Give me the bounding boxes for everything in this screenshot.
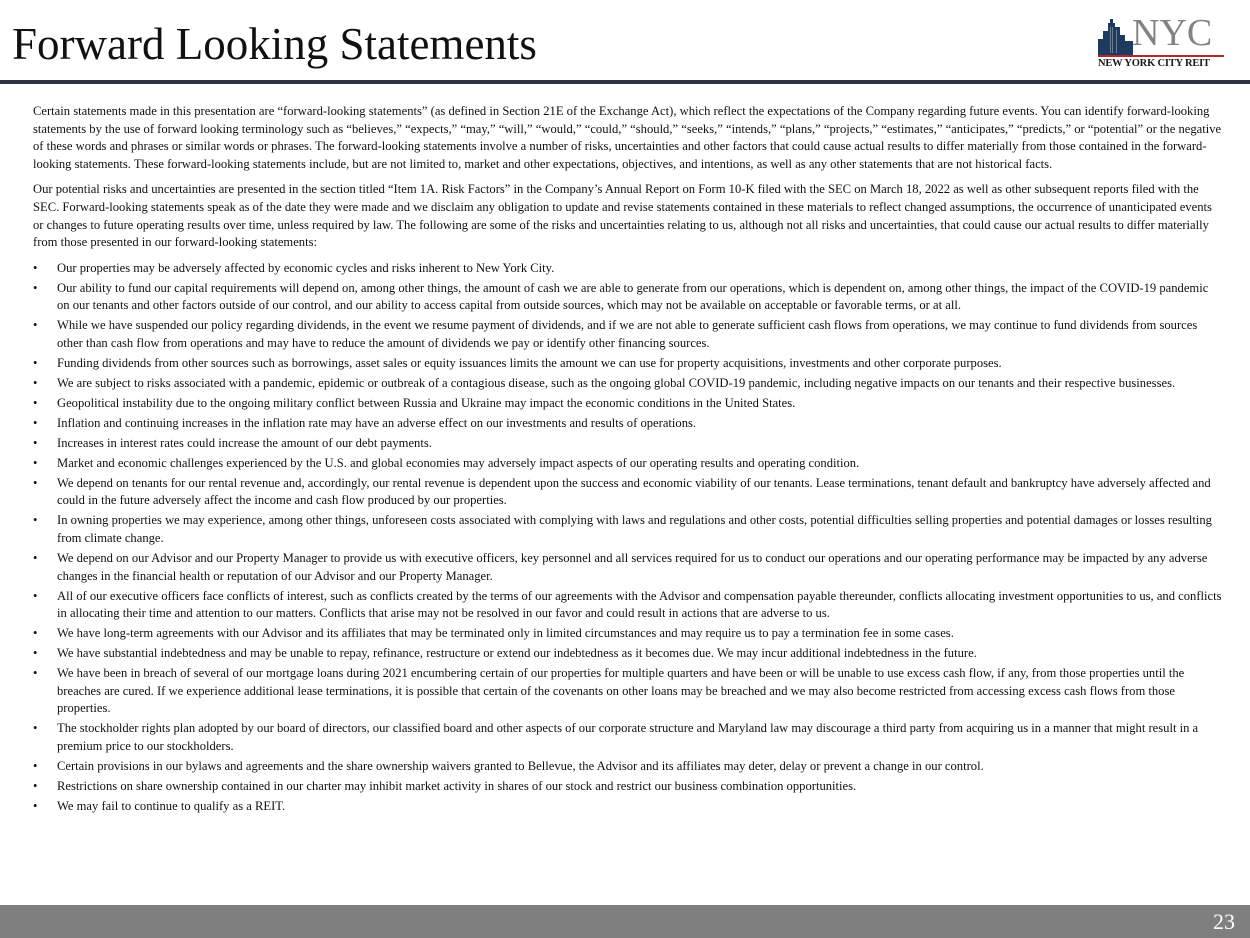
bullet-icon: • (33, 758, 38, 773)
risk-list-item (33, 588, 1223, 623)
risk-text: Market and economic challenges experienced by the U.S. and global economies may adversely impact aspects of our operating results and operating condition. (57, 455, 860, 470)
intro-paragraph: Certain statements made in this presentation are “forward-looking statements” (as defined in Section 21E of the Exchange Act), which reflect the expectations of the Company regarding future events. You can identify forward-looking statements by the use of forward looking terminology such as “believes,” “expects,” “may,” “will,” “would,” “could,” “should,” “seeks,” “intends,” “plans,” “projects,” “estimates,” “anticipates,” “predicts,” or “potential” or the negative of these words and phrases or similar words or phrases. The forward-looking statements involve a number of risks, uncertainties and other factors that could cause actual results to differ materially from those contained in the forward-looking statements. These forward-looking statements include, but are not limited to, market and other expectations, objectives, and intentions, as well as any other statements that are not historical facts. (33, 104, 1222, 171)
company-logo (1096, 12, 1226, 73)
logo-underline (1098, 55, 1224, 57)
page-title: Forward Looking Statements (12, 19, 537, 69)
risk-list (33, 260, 1223, 816)
risk-text: We may fail to continue to qualify as a REIT. (57, 798, 286, 813)
risk-list-item (33, 260, 1223, 278)
bullet-icon: • (33, 513, 38, 528)
risk-text: Funding dividends from other sources such as borrowings, asset sales or equity issuances limits the amount we can use for property acquisitions, investments and other corporate purposes. (57, 355, 1002, 370)
bullet-icon: • (33, 395, 38, 410)
risk-text: We have substantial indebtedness and may be unable to repay, refinance, restructure or extend our indebtedness as it becomes due. We may incur additional indebtedness in the future. (57, 646, 977, 661)
risk-text: Our ability to fund our capital requirements will depend on, among other things, the amount of cash we are able to generate from our operations, which is dependent on, among other things, the impact of the COVID-19 pandemic on our tenants and other factors outside of our control, and our ability to access capital from outside sources, which may not be available on acceptable or favorable terms, or at all. (57, 280, 1209, 313)
risk-text: We depend on our Advisor and our Property Manager to provide us with executive officers, key personnel and all services required for us to conduct our operations and our operating performance may be impacted by any adverse changes in the financial health or reputation of our Advisor and our Property Manager. (57, 550, 1208, 583)
statement-body (33, 103, 1223, 818)
risk-list-item (33, 395, 1223, 413)
risk-text: Restrictions on share ownership contained in our charter may inhibit market activity in shares of our stock and restrict our business combination opportunities. (57, 778, 857, 793)
bullet-icon: • (33, 280, 38, 295)
risk-list-item (33, 625, 1223, 643)
risk-text: While we have suspended our policy regarding dividends, in the event we resume payment of dividends, and if we are not able to generate sufficient cash flows from operations, we may continue to fund dividends from sources other than cash flow from operations and may have to reduce the amount of dividends we pay or identify other financing sources. (57, 318, 1198, 350)
bullet-icon: • (33, 550, 38, 565)
bullet-icon: • (33, 415, 38, 430)
logo-wordmark: NYC (1132, 12, 1213, 54)
risk-list-item (33, 435, 1223, 453)
risk-list-item (33, 512, 1223, 547)
risk-list-item (33, 665, 1223, 718)
risk-list-item (33, 550, 1223, 585)
risk-list-item (33, 758, 1223, 776)
bullet-icon: • (33, 260, 38, 275)
risk-text: The stockholder rights plan adopted by our board of directors, our classified board and other aspects of our corporate structure and Maryland law may discourage a third party from acquiring us in a manner that might result in a premium price to our stockholders. (57, 721, 1199, 753)
risk-list-item (33, 455, 1223, 473)
header-divider (0, 80, 1250, 84)
risk-text: We depend on tenants for our rental revenue and, accordingly, our rental revenue is dependent upon the success and economic viability of our tenants. Lease terminations, tenant default and bankruptcy have adversely affected and could in the future adversely affect the income and cash flow produced by our properties. (57, 475, 1211, 508)
bullet-icon: • (33, 475, 38, 490)
bullet-icon: • (33, 646, 38, 661)
risk-list-item (33, 645, 1223, 663)
skyline-icon (1098, 17, 1134, 55)
risk-text: Our properties may be adversely affected by economic cycles and risks inherent to New York City. (57, 260, 555, 275)
bullet-icon: • (33, 778, 38, 793)
logo-subtitle: NEW YORK CITY REIT (1098, 58, 1210, 69)
risk-list-item (33, 798, 1223, 816)
risk-text: Certain provisions in our bylaws and agreements and the share ownership waivers granted to Bellevue, the Advisor and its affiliates may deter, delay or prevent a change in our control. (57, 758, 984, 773)
risk-text: All of our executive officers face conflicts of interest, such as conflicts created by the terms of our agreements with the Advisor and compensation payable thereunder, conflicts allocating investment opportunities to us, and conflicts in allocating their time and attention to our matters. Conflicts that arise may not be resolved in our favor and could result in actions that are adverse to us. (57, 588, 1222, 621)
bullet-icon: • (33, 666, 38, 681)
bullet-icon: • (33, 798, 38, 813)
risk-text: Geopolitical instability due to the ongoing military conflict between Russia and Ukraine may impact the economic conditions in the United States. (57, 395, 796, 410)
risk-list-item (33, 317, 1223, 352)
risk-list-item (33, 778, 1223, 796)
risk-text: We have been in breach of several of our mortgage loans during 2021 encumbering certain of our properties for multiple quarters and have been or will be unable to use excess cash flow, if any, from those properties until the breaches are cured. If we experience additional lease terminations, it is possible that certain of the covenants on other loans may be breached and we may also become restricted from accessing excess cash flows from those properties. (57, 666, 1185, 716)
risk-list-item (33, 720, 1223, 755)
risk-text: We have long-term agreements with our Advisor and its affiliates that may be terminated only in limited circumstances and may require us to pay a termination fee in some cases. (57, 626, 954, 641)
risk-paragraph: Our potential risks and uncertainties are presented in the section titled “Item 1A. Risk Factors” in the Company’s Annual Report on Form 10-K filed with the SEC on March 18, 2022 as well as other subsequent reports filed with the SEC. Forward-looking statements speak as of the date they were made and we disclaim any obligation to update and revise statements contained in these materials to reflect changed assumptions, the occurrence of unanticipated events or changes to future operating results over time, unless required by law. The following are some of the risks and uncertainties relating to us, although not all risks and uncertainties, that could cause our actual results to differ materially from those presented in our forward-looking statements: (33, 182, 1212, 250)
bullet-icon: • (33, 588, 38, 603)
risk-text: We are subject to risks associated with a pandemic, epidemic or outbreak of a contagious disease, such as the ongoing global COVID-19 pandemic, including negative impacts on our tenants and their respective businesses. (57, 375, 1176, 390)
bullet-icon: • (33, 355, 38, 370)
page-number: 23 (1213, 909, 1235, 934)
risk-text: Inflation and continuing increases in the inflation rate may have an adverse effect on our investments and results of operations. (57, 415, 697, 430)
bullet-icon: • (33, 318, 38, 333)
risk-list-item (33, 475, 1223, 510)
bullet-icon: • (33, 455, 38, 470)
risk-list-item (33, 355, 1223, 373)
risk-list-item (33, 375, 1223, 393)
bullet-icon: • (33, 375, 38, 390)
risk-text: Increases in interest rates could increase the amount of our debt payments. (57, 435, 432, 450)
risk-list-item (33, 415, 1223, 433)
footer-bar (0, 905, 1250, 938)
bullet-icon: • (33, 721, 38, 736)
bullet-icon: • (33, 435, 38, 450)
risk-text: In owning properties we may experience, among other things, unforeseen costs associated with complying with laws and regulations and other costs, potential difficulties selling properties and potential damages or losses resulting from climate change. (57, 513, 1212, 545)
bullet-icon: • (33, 626, 38, 641)
risk-list-item (33, 280, 1223, 315)
